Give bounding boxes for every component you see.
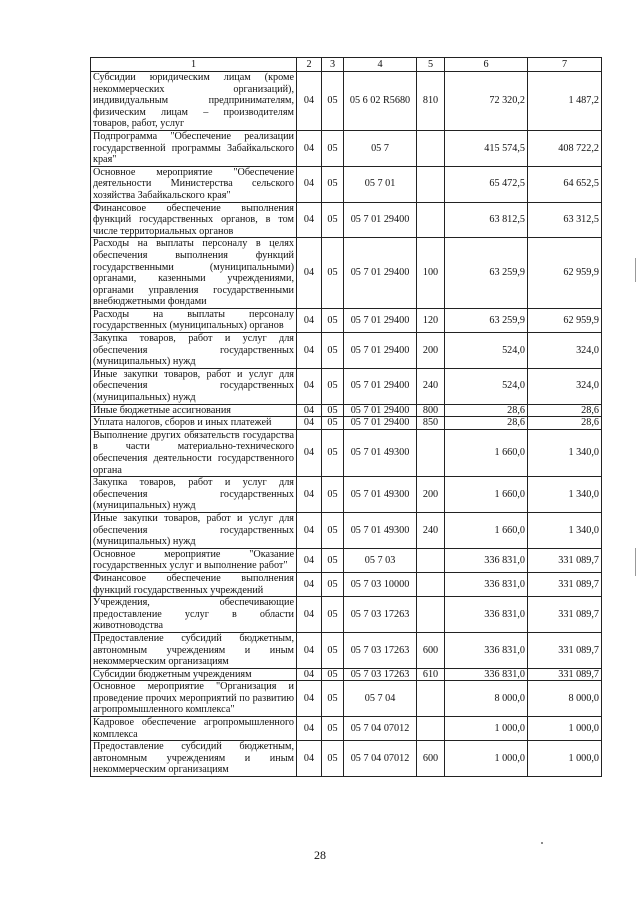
row-amount-1-cell: 63 812,5: [445, 202, 528, 238]
row-section-cell: 04: [297, 741, 322, 777]
row-target-article-cell: 05 7 01 29400: [344, 238, 417, 309]
scan-margin-mark: [635, 258, 636, 282]
row-target-article-cell: 05 7 01 49300: [344, 429, 417, 476]
row-name-cell: Основное мероприятие "Обеспечение деятельности Министерства сельского хозяйства Забайкальского края": [91, 166, 297, 202]
column-header-5: 5: [417, 58, 445, 72]
row-expense-type-cell: [417, 717, 445, 741]
row-amount-2-cell: 331 089,7: [528, 668, 602, 681]
table-header-row: [91, 58, 602, 72]
row-subsection-cell: 05: [322, 130, 344, 166]
row-expense-type-cell: [417, 130, 445, 166]
row-amount-2-cell: 28,6: [528, 417, 602, 430]
table-row: [91, 429, 602, 476]
row-name-cell: Уплата налогов, сборов и иных платежей: [91, 417, 297, 430]
row-amount-2-cell: 331 089,7: [528, 597, 602, 633]
row-name-cell: Финансовое обеспечение выполнения функций государственных учреждений: [91, 572, 297, 596]
table-row: [91, 572, 602, 596]
row-name-cell: Иные закупки товаров, работ и услуг для обеспечения государственных (муниципальных) нужд: [91, 368, 297, 404]
row-amount-2-cell: 28,6: [528, 404, 602, 417]
row-amount-2-cell: 62 959,9: [528, 308, 602, 332]
row-amount-1-cell: 524,0: [445, 333, 528, 369]
row-amount-2-cell: 1 000,0: [528, 717, 602, 741]
row-name-cell: Основное мероприятие "Организация и проведение прочих мероприятий по развитию агропромышленного комплекса": [91, 681, 297, 717]
row-subsection-cell: 05: [322, 429, 344, 476]
row-subsection-cell: 05: [322, 404, 344, 417]
row-section-cell: 04: [297, 333, 322, 369]
row-amount-2-cell: 1 340,0: [528, 477, 602, 513]
row-subsection-cell: 05: [322, 238, 344, 309]
row-section-cell: 04: [297, 548, 322, 572]
row-expense-type-cell: 200: [417, 477, 445, 513]
row-expense-type-cell: [417, 597, 445, 633]
row-amount-1-cell: 1 660,0: [445, 512, 528, 548]
row-name-cell: Субсидии юридическим лицам (кроме некоммерческих организаций), индивидуальным предпринимателям, физическим лицам – производителям товаров, работ, услуг: [91, 72, 297, 131]
table-row: [91, 72, 602, 131]
row-target-article-cell: 05 7 01 29400: [344, 404, 417, 417]
row-name-cell: Закупка товаров, работ и услуг для обеспечения государственных (муниципальных) нужд: [91, 477, 297, 513]
row-subsection-cell: 05: [322, 166, 344, 202]
row-target-article-cell: 05 7 03 17263: [344, 597, 417, 633]
row-amount-1-cell: 1 000,0: [445, 717, 528, 741]
table-row: [91, 477, 602, 513]
row-section-cell: 04: [297, 681, 322, 717]
row-expense-type-cell: 610: [417, 668, 445, 681]
row-section-cell: 04: [297, 668, 322, 681]
row-subsection-cell: 05: [322, 597, 344, 633]
table-row: [91, 741, 602, 777]
row-section-cell: 04: [297, 717, 322, 741]
row-name-cell: Расходы на выплаты персоналу государственных (муниципальных) органов: [91, 308, 297, 332]
row-subsection-cell: 05: [322, 512, 344, 548]
row-amount-1-cell: 336 831,0: [445, 548, 528, 572]
row-subsection-cell: 05: [322, 308, 344, 332]
row-amount-1-cell: 336 831,0: [445, 572, 528, 596]
scan-margin-mark: [635, 548, 636, 576]
row-amount-1-cell: 524,0: [445, 368, 528, 404]
row-target-article-cell: 05 7 01 49300: [344, 477, 417, 513]
row-amount-2-cell: 331 089,7: [528, 632, 602, 668]
row-expense-type-cell: 600: [417, 632, 445, 668]
row-name-cell: Подпрограмма "Обеспечение реализации государственной программы Забайкальского края": [91, 130, 297, 166]
row-subsection-cell: 05: [322, 368, 344, 404]
table-row: [91, 417, 602, 430]
row-expense-type-cell: 240: [417, 512, 445, 548]
row-name-cell: Кадровое обеспечение агропромышленного комплекса: [91, 717, 297, 741]
row-amount-2-cell: 331 089,7: [528, 548, 602, 572]
row-target-article-cell: 05 7 01 29400: [344, 333, 417, 369]
row-subsection-cell: 05: [322, 417, 344, 430]
row-expense-type-cell: 600: [417, 741, 445, 777]
column-header-4: 4: [344, 58, 417, 72]
row-section-cell: 04: [297, 368, 322, 404]
row-name-cell: Закупка товаров, работ и услуг для обеспечения государственных (муниципальных) нужд: [91, 333, 297, 369]
table-row: [91, 512, 602, 548]
row-subsection-cell: 05: [322, 681, 344, 717]
row-section-cell: 04: [297, 130, 322, 166]
row-expense-type-cell: [417, 202, 445, 238]
row-amount-1-cell: 336 831,0: [445, 668, 528, 681]
row-amount-1-cell: 336 831,0: [445, 597, 528, 633]
row-amount-2-cell: 331 089,7: [528, 572, 602, 596]
row-name-cell: Учреждения, обеспечивающие предоставление услуг в области животноводства: [91, 597, 297, 633]
row-amount-2-cell: 63 312,5: [528, 202, 602, 238]
row-expense-type-cell: [417, 548, 445, 572]
row-amount-1-cell: 65 472,5: [445, 166, 528, 202]
row-amount-1-cell: 1 660,0: [445, 429, 528, 476]
row-amount-1-cell: 28,6: [445, 417, 528, 430]
table-row: [91, 368, 602, 404]
row-expense-type-cell: 120: [417, 308, 445, 332]
row-expense-type-cell: [417, 166, 445, 202]
row-amount-1-cell: 8 000,0: [445, 681, 528, 717]
row-amount-2-cell: 62 959,9: [528, 238, 602, 309]
column-header-6: 6: [445, 58, 528, 72]
row-amount-2-cell: 324,0: [528, 368, 602, 404]
column-header-7: 7: [528, 58, 602, 72]
row-expense-type-cell: 810: [417, 72, 445, 131]
row-section-cell: 04: [297, 632, 322, 668]
row-section-cell: 04: [297, 477, 322, 513]
row-subsection-cell: 05: [322, 72, 344, 131]
row-subsection-cell: 05: [322, 333, 344, 369]
row-amount-2-cell: 64 652,5: [528, 166, 602, 202]
row-target-article-cell: 05 7 03 17263: [344, 668, 417, 681]
row-target-article-cell: 05 7 01 49300: [344, 512, 417, 548]
row-section-cell: 04: [297, 572, 322, 596]
table-row: [91, 308, 602, 332]
row-subsection-cell: 05: [322, 202, 344, 238]
table-row: [91, 166, 602, 202]
table-row: [91, 130, 602, 166]
row-name-cell: Основное мероприятие "Оказание государственных услуг и выполнение работ": [91, 548, 297, 572]
row-target-article-cell: 05 7 03 10000: [344, 572, 417, 596]
row-expense-type-cell: 850: [417, 417, 445, 430]
row-expense-type-cell: 200: [417, 333, 445, 369]
row-name-cell: Иные бюджетные ассигнования: [91, 404, 297, 417]
page-number: 28: [314, 848, 326, 862]
row-amount-1-cell: 28,6: [445, 404, 528, 417]
column-header-3: 3: [322, 58, 344, 72]
row-amount-1-cell: 63 259,9: [445, 308, 528, 332]
row-amount-2-cell: 1 340,0: [528, 429, 602, 476]
row-section-cell: 04: [297, 429, 322, 476]
row-amount-1-cell: 415 574,5: [445, 130, 528, 166]
row-subsection-cell: 05: [322, 741, 344, 777]
row-amount-1-cell: 1 660,0: [445, 477, 528, 513]
row-amount-2-cell: 8 000,0: [528, 681, 602, 717]
row-name-cell: Иные закупки товаров, работ и услуг для обеспечения государственных (муниципальных) нужд: [91, 512, 297, 548]
row-target-article-cell: 05 7 04 07012: [344, 717, 417, 741]
row-expense-type-cell: [417, 681, 445, 717]
scan-speck: [541, 842, 543, 844]
column-header-2: 2: [297, 58, 322, 72]
row-section-cell: 04: [297, 238, 322, 309]
budget-table: [90, 57, 602, 777]
row-expense-type-cell: 240: [417, 368, 445, 404]
row-target-article-cell: 05 7 03 17263: [344, 632, 417, 668]
row-target-article-cell: 05 7 01 29400: [344, 368, 417, 404]
table-row: [91, 548, 602, 572]
row-amount-2-cell: 1 487,2: [528, 72, 602, 131]
row-target-article-cell: 05 7 01 29400: [344, 417, 417, 430]
row-amount-2-cell: 1 000,0: [528, 741, 602, 777]
row-section-cell: 04: [297, 202, 322, 238]
row-name-cell: Субсидии бюджетным учреждениям: [91, 668, 297, 681]
row-subsection-cell: 05: [322, 632, 344, 668]
row-amount-2-cell: 408 722,2: [528, 130, 602, 166]
row-target-article-cell: 05 7 01 29400: [344, 308, 417, 332]
row-amount-1-cell: 72 320,2: [445, 72, 528, 131]
table-row: [91, 632, 602, 668]
row-name-cell: Расходы на выплаты персоналу в целях обеспечения выполнения функций государственными (муниципальными) органами, казенными учреждениями, органами управления государственными внебюджетными фондами: [91, 238, 297, 309]
row-target-article-cell: 05 7 04 07012: [344, 741, 417, 777]
row-section-cell: 04: [297, 72, 322, 131]
row-expense-type-cell: 100: [417, 238, 445, 309]
row-subsection-cell: 05: [322, 717, 344, 741]
table-row: [91, 238, 602, 309]
table-row: [91, 202, 602, 238]
row-target-article-cell: 05 7 01: [344, 166, 417, 202]
row-name-cell: Предоставление субсидий бюджетным, автономным учреждениям и иным некоммерческим организациям: [91, 741, 297, 777]
row-amount-1-cell: 336 831,0: [445, 632, 528, 668]
row-expense-type-cell: 800: [417, 404, 445, 417]
row-amount-1-cell: 63 259,9: [445, 238, 528, 309]
row-amount-1-cell: 1 000,0: [445, 741, 528, 777]
table-body: [91, 72, 602, 777]
row-target-article-cell: 05 7: [344, 130, 417, 166]
table-row: [91, 404, 602, 417]
row-amount-2-cell: 1 340,0: [528, 512, 602, 548]
row-section-cell: 04: [297, 512, 322, 548]
row-name-cell: Выполнение других обязательств государства в части материально-технического обеспечения деятельности государственного органа: [91, 429, 297, 476]
column-header-1: 1: [91, 58, 297, 72]
row-section-cell: 04: [297, 166, 322, 202]
row-section-cell: 04: [297, 417, 322, 430]
row-section-cell: 04: [297, 597, 322, 633]
row-subsection-cell: 05: [322, 572, 344, 596]
row-name-cell: Финансовое обеспечение выполнения функций государственных органов, в том числе территориальных органов: [91, 202, 297, 238]
row-subsection-cell: 05: [322, 668, 344, 681]
row-section-cell: 04: [297, 404, 322, 417]
row-section-cell: 04: [297, 308, 322, 332]
row-name-cell: Предоставление субсидий бюджетным, автономным учреждениям и иным некоммерческим организациям: [91, 632, 297, 668]
row-subsection-cell: 05: [322, 548, 344, 572]
row-amount-2-cell: 324,0: [528, 333, 602, 369]
row-expense-type-cell: [417, 429, 445, 476]
table-row: [91, 333, 602, 369]
row-target-article-cell: 05 7 04: [344, 681, 417, 717]
row-subsection-cell: 05: [322, 477, 344, 513]
row-target-article-cell: 05 7 03: [344, 548, 417, 572]
table-row: [91, 681, 602, 717]
row-expense-type-cell: [417, 572, 445, 596]
row-target-article-cell: 05 6 02 R5680: [344, 72, 417, 131]
table-row: [91, 717, 602, 741]
row-target-article-cell: 05 7 01 29400: [344, 202, 417, 238]
table-row: [91, 597, 602, 633]
table-row: [91, 668, 602, 681]
